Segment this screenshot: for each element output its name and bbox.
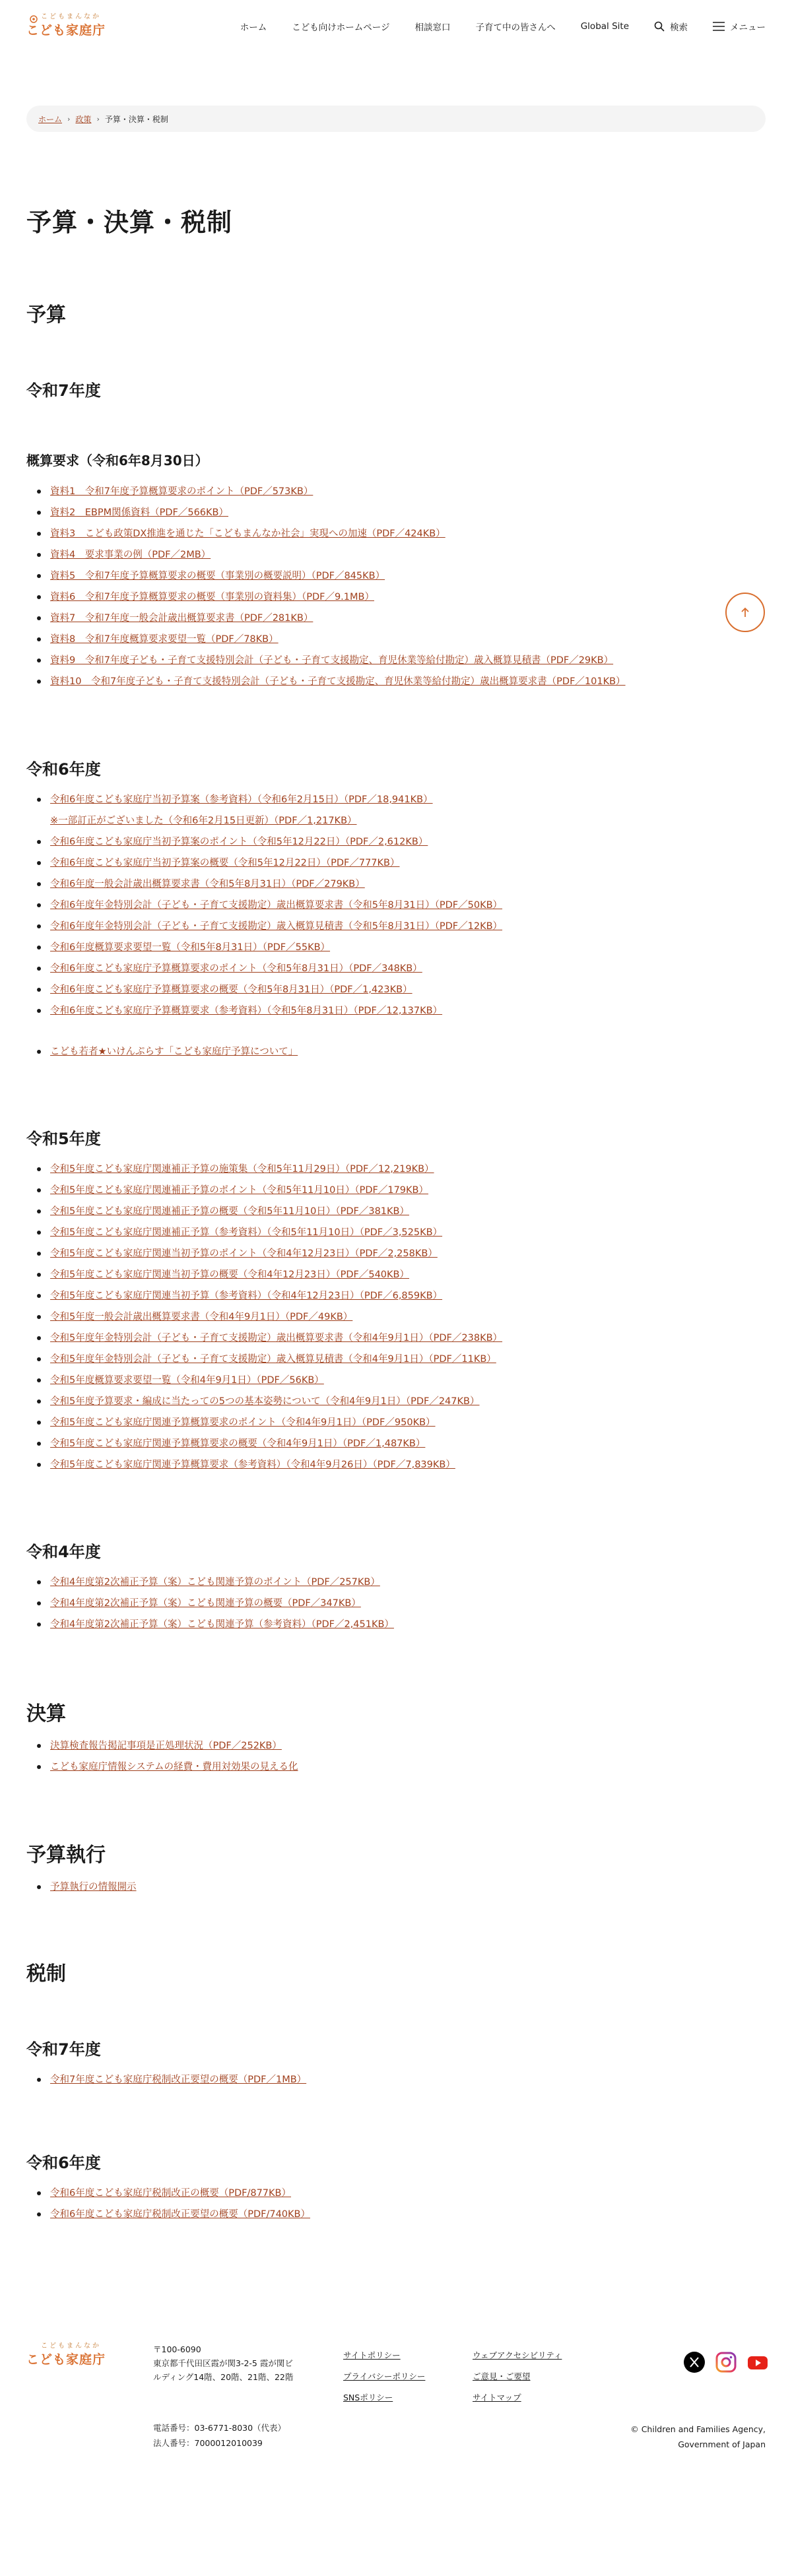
list-item — [26, 831, 502, 853]
list-item — [26, 874, 502, 895]
list-item — [26, 650, 626, 671]
nav-parents[interactable]: 子育て中の皆さんへ — [475, 22, 556, 33]
breadcrumb — [26, 106, 766, 132]
site-logo[interactable] — [26, 13, 132, 44]
document-link[interactable]: 令和5年度こども家庭庁関連予算概算要求のポイント（令和4年9月1日）（PDF／950KB） — [50, 1417, 436, 1428]
list-item — [26, 1000, 502, 1021]
search-label: 検索 — [670, 22, 688, 33]
hamburger-menu-icon — [713, 22, 725, 31]
document-link[interactable]: 令和5年度こども家庭庁関連予算概算要求の概要（令和4年9月1日）（PDF／1,487KB） — [50, 1438, 426, 1449]
document-link[interactable]: 令和5年度こども家庭庁関連補正予算の施策集（令和5年11月29日）（PDF／12,219KB） — [50, 1164, 434, 1175]
list-item — [26, 1735, 298, 1756]
list-item — [26, 1328, 502, 1349]
budget-r5-links — [26, 1159, 502, 1475]
list-item — [26, 523, 626, 544]
document-link[interactable]: 令和6年度こども家庭庁当初予算案（参考資料）（令和6年2月15日）（PDF／18,941KB） — [50, 794, 433, 805]
list-item — [26, 1264, 502, 1285]
document-link[interactable]: 令和5年度こども家庭庁関連当初予算の概要（令和4年12月23日）（PDF／540KB） — [50, 1270, 409, 1280]
list-item — [26, 1306, 502, 1328]
document-link[interactable]: 資料2 EBPM関係資料（PDF／566KB） — [50, 507, 228, 518]
list-item — [26, 2183, 310, 2204]
document-link[interactable]: 資料9 令和7年度子ども・子育て支援特別会計（子ども・子育て支援勘定、育児休業等給付勘定）歳入概算見積書（PDF／29KB） — [50, 655, 614, 666]
list-item — [26, 853, 502, 874]
copyright — [630, 2422, 766, 2452]
breadcrumb-policy[interactable]: 政策 — [75, 114, 92, 124]
instagram-icon[interactable] — [715, 2352, 737, 2373]
document-link[interactable]: 令和7年度こども家庭庁税制改正要望の概要（PDF／1MB） — [50, 2075, 307, 2085]
chevron-right-icon: › — [96, 114, 100, 123]
list-item — [26, 1454, 502, 1475]
document-link[interactable]: 資料5 令和7年度予算概算要求の概要（事業別の概要説明）（PDF／845KB） — [50, 571, 385, 581]
copyright-line-1: © Children and Families Agency, — [630, 2424, 766, 2434]
budget-r5-title: 令和5年度 — [26, 1130, 101, 1148]
breadcrumb-home[interactable]: ホーム — [38, 114, 63, 124]
postal-code: 〒100-6090 — [153, 2344, 201, 2354]
logo-mark-icon — [29, 15, 38, 24]
list-item — [26, 502, 626, 523]
document-link[interactable]: 令和6年度年金特別会計（子ども・子育て支援勘定）歳入概算見積書（令和5年8月31日）（PDF／12KB） — [50, 921, 503, 932]
global-nav — [240, 20, 766, 33]
budget-r4-title: 令和4年度 — [26, 1543, 101, 1561]
document-link[interactable]: 令和6年度こども家庭庁予算概算要求の概要（令和5年8月31日）（PDF／1,423KB） — [50, 984, 412, 995]
site-header — [0, 0, 792, 54]
document-link[interactable]: 令和6年度こども家庭庁税制改正要望の概要（PDF/740KB） — [50, 2209, 310, 2220]
list-item — [26, 608, 626, 629]
budget-r6-extra-links — [26, 1041, 298, 1062]
list-item — [26, 1614, 394, 1635]
page-title: 予算・決算・税制 — [26, 208, 233, 237]
document-link[interactable]: ※一部訂正がございました（令和6年2月15日更新）（PDF／1,217KB） — [50, 816, 357, 826]
address: 東京都千代田区霞が関3-2-5 霞が関ビルディング14階、20階、21階、22階 — [153, 2358, 294, 2382]
list-item — [26, 1756, 298, 1778]
section-title-execution: 予算執行 — [26, 1844, 106, 1867]
arrow-up-icon — [739, 606, 751, 618]
section-title-budget: 予算 — [26, 304, 66, 327]
tax-r6-links — [26, 2183, 310, 2225]
document-link[interactable]: 令和6年度こども家庭庁当初予算案の概要（令和5年12月22日）（PDF／777KB） — [50, 858, 400, 868]
list-item — [26, 958, 502, 979]
tax-r6-title: 令和6年度 — [26, 2154, 101, 2172]
copyright-line-2: Government of Japan — [678, 2439, 766, 2449]
document-link[interactable]: 令和4年度第2次補正予算（案）こども関連予算のポイント（PDF／257KB） — [50, 1577, 380, 1588]
document-link[interactable]: 令和6年度年金特別会計（子ども・子育て支援勘定）歳出概算要求書（令和5年8月31日）（PDF／50KB） — [50, 900, 503, 911]
document-link[interactable]: 令和6年度概算要求要望一覧（令和5年8月31日）（PDF／55KB） — [50, 942, 331, 953]
logo-text: こども家庭庁 — [26, 23, 106, 38]
nav-consultation[interactable]: 相談窓口 — [414, 22, 451, 33]
list-item — [26, 1243, 502, 1264]
list-item — [26, 2069, 306, 2090]
document-link[interactable]: 令和6年度こども家庭庁予算概算要求のポイント（令和5年8月31日）（PDF／348KB） — [50, 963, 422, 974]
list-item — [26, 1593, 394, 1614]
nav-kids-site[interactable]: こども向けホームページ — [292, 22, 390, 33]
document-link[interactable]: 決算検査報告掲記事項是正処理状況（PDF／252KB） — [50, 1741, 282, 1751]
document-link[interactable]: 令和4年度第2次補正予算（案）こども関連予算（参考資料）（PDF／2,451KB） — [50, 1619, 394, 1630]
list-item — [26, 544, 626, 565]
list-item — [26, 1433, 502, 1454]
document-link[interactable]: 資料3 こども政策DX推進を通じた「こどもまんなか社会」実現への加速（PDF／424KB） — [50, 529, 446, 539]
document-link[interactable]: 令和5年度こども家庭庁関連補正予算（参考資料）（令和5年11月10日）（PDF／3,525KB） — [50, 1227, 443, 1238]
list-item — [26, 1201, 502, 1222]
footer-link-site-policy[interactable]: サイトポリシー — [343, 2350, 401, 2360]
external-link[interactable]: こども若者★いけんぷらす「こども家庭庁予算について」 — [50, 1046, 298, 1057]
footer-links-2 — [473, 2345, 562, 2408]
list-item — [26, 1159, 502, 1180]
tax-r7-title: 令和7年度 — [26, 2040, 101, 2059]
search-button[interactable] — [654, 20, 688, 33]
settlement-links — [26, 1735, 298, 1778]
list-item — [26, 1349, 502, 1370]
document-link[interactable]: 令和5年度こども家庭庁関連当初予算のポイント（令和4年12月23日）（PDF／2,258KB） — [50, 1248, 438, 1259]
list-item — [26, 1572, 394, 1593]
list-item — [26, 916, 502, 937]
document-link[interactable]: 資料6 令和7年度予算概算要求の概要（事業別の資料集）（PDF／9.1MB） — [50, 592, 374, 602]
document-link[interactable]: 予算執行の情報開示 — [50, 1882, 137, 1892]
list-item — [26, 1370, 502, 1391]
footer-link-sns-policy[interactable]: SNSポリシー — [343, 2393, 393, 2402]
social-links — [684, 2352, 768, 2373]
footer-address — [153, 2342, 298, 2384]
list-item — [26, 937, 502, 958]
document-link[interactable]: 資料4 要求事業の例（PDF／2MB） — [50, 550, 211, 560]
document-link[interactable]: 令和6年度こども家庭庁当初予算案のポイント（令和5年12月22日）（PDF／2,612KB） — [50, 837, 428, 847]
footer-link-feedback[interactable]: ご意見・ご要望 — [473, 2371, 531, 2381]
phone-number: 電話番号：03-6771-8030（代表） — [153, 2423, 286, 2433]
search-icon — [654, 21, 665, 32]
list-item — [26, 1877, 137, 1898]
breadcrumb-current: 予算・決算・税制 — [104, 114, 168, 124]
site-footer — [0, 2342, 792, 2474]
document-link[interactable]: 令和5年度年金特別会計（子ども・子育て支援勘定）歳入概算見積書（令和4年9月1日）（PDF／11KB） — [50, 1354, 496, 1365]
list-item — [26, 895, 502, 916]
document-link[interactable]: 令和5年度一般会計歳出概算要求書（令和4年9月1日）（PDF／49KB） — [50, 1312, 353, 1322]
document-link[interactable]: 令和4年度第2次補正予算（案）こども関連予算の概要（PDF／347KB） — [50, 1598, 361, 1609]
list-item — [26, 565, 626, 587]
document-link[interactable]: 令和6年度こども家庭庁予算概算要求（参考資料）（令和5年8月31日）（PDF／12,137KB） — [50, 1006, 443, 1016]
footer-logo-text: こども家庭庁 — [26, 2352, 106, 2367]
corporate-number: 法人番号：7000012010039 — [153, 2438, 263, 2448]
footer-links-1 — [343, 2345, 425, 2408]
document-link[interactable]: 資料10 令和7年度子ども・子育て支援特別会計（子ども・子育て支援勘定、育児休業等給付勘定）歳出概算要求書（PDF／101KB） — [50, 676, 626, 687]
menu-label: メニュー — [730, 22, 766, 33]
list-item — [26, 481, 626, 502]
section-title-tax: 税制 — [26, 1962, 66, 1985]
document-link[interactable]: 令和5年度こども家庭庁関連補正予算のポイント（令和5年11月10日）（PDF／179KB） — [50, 1185, 428, 1196]
document-link[interactable]: 資料7 令和7年度一般会計歳出概算要求書（PDF／281KB） — [50, 613, 314, 624]
tax-r7-links — [26, 2069, 306, 2090]
list-item — [26, 671, 626, 692]
document-link[interactable]: 資料8 令和7年度概算要求要望一覧（PDF／78KB） — [50, 634, 279, 645]
document-link[interactable]: 令和5年度予算要求・編成に当たっての5つの基本姿勢について（令和4年9月1日）（PDF／247KB） — [50, 1396, 480, 1407]
logo-tagline: こどもまんなか — [41, 13, 101, 20]
back-to-top-button[interactable] — [725, 593, 765, 632]
budget-r4-links — [26, 1572, 394, 1635]
list-item — [26, 629, 626, 650]
document-link[interactable]: 令和5年度こども家庭庁関連当初予算（参考資料）（令和4年12月23日）（PDF／6,859KB） — [50, 1291, 443, 1301]
list-item — [26, 1222, 502, 1243]
budget-r7-request-title: 概算要求（令和6年8月30日） — [26, 453, 209, 468]
list-item — [26, 1180, 502, 1201]
footer-link-privacy[interactable]: プライバシーポリシー — [343, 2371, 426, 2381]
document-link[interactable]: 令和5年度こども家庭庁関連予算概算要求（参考資料）（令和4年9月26日）（PDF／7,839KB） — [50, 1460, 455, 1470]
footer-link-accessibility[interactable]: ウェブアクセシビリティ — [473, 2350, 562, 2360]
budget-r7-title: 令和7年度 — [26, 381, 101, 400]
document-link[interactable]: 令和5年度概算要求要望一覧（令和4年9月1日）（PDF／56KB） — [50, 1375, 324, 1386]
list-item-note — [26, 810, 502, 831]
execution-links — [26, 1877, 137, 1898]
section-title-settlement: 決算 — [26, 1702, 66, 1725]
list-item — [26, 1412, 502, 1433]
budget-r7-links — [26, 481, 626, 692]
list-item — [26, 587, 626, 608]
footer-contact — [153, 2420, 286, 2451]
document-link[interactable]: 令和6年度一般会計歳出概算要求書（令和5年8月31日）（PDF／279KB） — [50, 879, 365, 889]
document-link[interactable]: こども家庭庁情報システムの経費・費用対効果の見える化 — [50, 1762, 298, 1772]
document-link[interactable]: 令和5年度こども家庭庁関連補正予算の概要（令和5年11月10日）（PDF／381KB） — [50, 1206, 409, 1217]
budget-r6-title: 令和6年度 — [26, 760, 101, 779]
footer-link-sitemap[interactable]: サイトマップ — [473, 2393, 521, 2402]
footer-logo[interactable] — [26, 2342, 112, 2373]
nav-home[interactable]: ホーム — [240, 22, 267, 33]
list-item — [26, 1041, 298, 1062]
x-icon[interactable] — [684, 2352, 705, 2373]
document-link[interactable]: 令和5年度年金特別会計（子ども・子育て支援勘定）歳出概算要求書（令和4年9月1日）（PDF／238KB） — [50, 1333, 503, 1343]
chevron-right-icon: › — [67, 114, 71, 123]
menu-button[interactable] — [713, 20, 766, 33]
document-link[interactable]: 資料1 令和7年度予算概算要求のポイント（PDF／573KB） — [50, 486, 314, 497]
list-item — [26, 2204, 310, 2225]
list-item — [26, 979, 502, 1000]
list-item — [26, 1285, 502, 1306]
youtube-icon[interactable] — [747, 2352, 768, 2373]
footer-logo-tagline: こどもまんなか — [41, 2342, 101, 2350]
budget-r6-links — [26, 789, 502, 1021]
document-link[interactable]: 令和6年度こども家庭庁税制改正の概要（PDF/877KB） — [50, 2188, 291, 2199]
list-item — [26, 789, 502, 810]
nav-global-site[interactable]: Global Site — [580, 21, 629, 32]
list-item — [26, 1391, 502, 1412]
